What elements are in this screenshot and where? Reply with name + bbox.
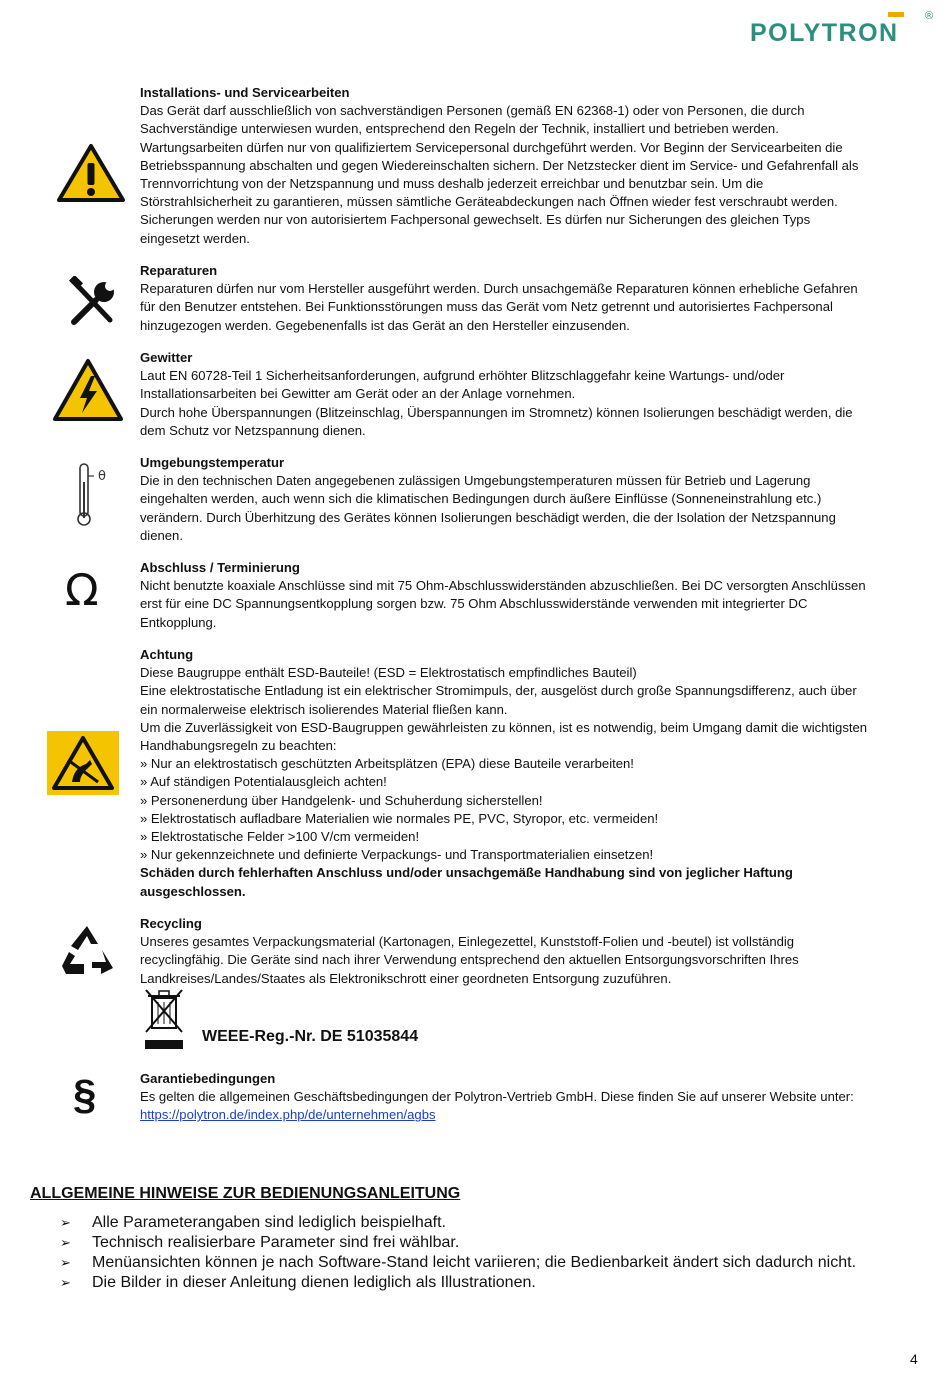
text-line: Es gelten die allgemeinen Geschäftsbedingungen der Polytron-Vertrieb GmbH. Diese finden Sie auf unserer Website unter:: [140, 1089, 854, 1105]
text-line: Störstrahlsicherheit zu garantieren, müssen sämtliche Geräteabdeckungen nach Öffnen wieder fest verschraubt werden.: [140, 194, 838, 210]
registered-mark: ®: [925, 10, 934, 22]
text-line: Trennvorrichtung von der Netzspannung und muss deshalb jederzeit erreichbar und benutzbar sein. Um die: [140, 176, 764, 192]
text-line: » Nur gekennzeichnete und definierte Verpackungs- und Transportmaterialien einsetzen!: [140, 847, 654, 863]
text-line: » Personenerdung über Handgelenk- und Schuherdung sicherstellen!: [140, 792, 543, 808]
section-thunderstorm: [140, 349, 915, 440]
section-installation: [140, 84, 915, 248]
section-title: Achtung: [140, 647, 194, 662]
text-line: Handhabungsregeln zu beachten:: [140, 738, 337, 754]
text-line: verändern. Durch Überhitzung des Gerätes können Isolierungen beschädigt werden, die der Isolation der Netzspannung: [140, 509, 836, 525]
list-item-text: Die Bilder in dieser Anleitung dienen lediglich als Illustrationen.: [92, 1274, 536, 1291]
text-line: eingehalten werden, auch wenn sich die klimatischen Bedingungen durch äußere Einflüsse (Sonneneinstrahlung etc.): [140, 491, 822, 507]
text-line: Das Gerät darf ausschließlich von sachverständigen Personen (gemäß EN 62368-1) oder von Personen, die durch: [140, 103, 805, 119]
text-line: erst für eine DC Spannungsentkopplung sorgen bzw. 75 Ohm Abschlusswiderstände verwenden mit integrierter DC: [140, 596, 808, 612]
esd-icon: [46, 730, 120, 796]
text-line: Landkreises/Landes/Staates als Elektronikschrott einer geordneten Entsorgung zuzuführen.: [140, 970, 672, 986]
high-voltage-icon: [52, 358, 124, 422]
logo-accent: [888, 12, 904, 17]
liability-notice: ausgeschlossen.: [140, 883, 246, 899]
list-item-text: Menüansichten können je nach Software-Stand leicht variieren; die Bedienbarkeit ändert sich dadurch nicht.: [92, 1254, 857, 1271]
text-line: Die in den technischen Daten angegebenen zulässigen Umgebungstemperaturen müssen für Betrieb und Lagerung: [140, 473, 811, 489]
list-item: [60, 1213, 856, 1233]
section-esd: [140, 646, 915, 901]
section-title: Installations- und Servicearbeiten: [140, 85, 350, 100]
section-repairs: [140, 262, 915, 335]
arrow-bullet-icon: ➢: [60, 1235, 71, 1250]
recycling-icon: [56, 922, 118, 980]
text-line: eingesetzt werden.: [140, 230, 250, 246]
weee-registration: WEEE-Reg.-Nr. DE 51035844: [202, 1028, 419, 1045]
text-line: Reparaturen dürfen nur vom Hersteller ausgeführt werden. Durch unsachgemäße Reparaturen können erhebliche Gefahren: [140, 281, 858, 297]
text-line: dem Schutz vor Netzspannung dienen.: [140, 422, 366, 438]
tools-icon: [66, 276, 120, 330]
paragraph-icon: §: [73, 1071, 97, 1118]
list-item-text: Technisch realisierbare Parameter sind frei wählbar.: [92, 1234, 460, 1251]
text-line: Wartungsarbeiten dürfen nur von qualifiziertem Servicepersonal durchgeführt werden. Vor Beginn der Servicearbeiten die: [140, 139, 843, 155]
brand-name: POLYTRON: [750, 19, 899, 47]
agb-link[interactable]: https://polytron.de/index.php/de/unternehmen/agbs: [140, 1107, 436, 1123]
section-termination: [140, 559, 915, 632]
text-line: Sicherungen werden nur von autorisiertem Fachpersonal gewechselt. Es dürfen nur Sicherungen des gleichen Typs: [140, 212, 811, 228]
section-title: Reparaturen: [140, 263, 218, 278]
text-line: Laut EN 60728-Teil 1 Sicherheitsanforderungen, aufgrund erhöhter Blitzschlaggefahr keine Wartungs- und/oder: [140, 368, 785, 384]
text-line: » Elektrostatisch aufladbare Materialien wie normales PE, PVC, Styropor, etc. vermeiden!: [140, 810, 659, 826]
text-line: Installationsarbeiten bei Gewitter am Gerät oder an der Anlage vornehmen.: [140, 386, 576, 402]
text-line: recyclingfähig. Die Geräte sind nach ihrer Verwendung entsprechend den aktuellen Entsorgungsvorschriften Ihres: [140, 952, 799, 968]
text-line: Entkopplung.: [140, 614, 217, 630]
text-line: Um die Zuverlässigkeit von ESD-Baugruppen gewährleisten zu können, ist es notwendig, beim Umgang damit die wichtigsten: [140, 719, 868, 735]
text-line: für den Benutzer entstehen. Bei Funktionsstörungen muss das Gerät vom Netz getrennt und autorisiertes Fachpersonal: [140, 299, 833, 315]
omega-icon: Ω: [65, 565, 99, 616]
text-line: Durch hohe Überspannungen (Blitzeinschlag, Überspannungen im Stromnetz) können Isolierungen beschädigt werden, die: [140, 404, 853, 420]
list-item: [60, 1253, 856, 1273]
polytron-logo: [750, 10, 940, 54]
text-line: Sachverständige unterwiesen wurden, entsprechend den Regeln der Technik, installiert und betrieben werden.: [140, 121, 779, 137]
section-title: Recycling: [140, 916, 202, 931]
arrow-bullet-icon: ➢: [60, 1255, 71, 1270]
section-temperature: [140, 454, 915, 545]
warning-icon: [56, 143, 126, 203]
weee-bin-icon: [142, 986, 186, 1052]
text-line: » Elektrostatische Felder >100 V/cm vermeiden!: [140, 829, 420, 845]
text-line: Betriebsspannung abschalten und gegen Wiedereinschalten sichern. Der Netzstecker dient im Service- und Gefahrenfall als: [140, 157, 859, 173]
svg-text:θ: θ: [98, 469, 106, 484]
liability-notice: Schäden durch fehlerhaften Anschluss und/oder unsachgemäße Handhabung sind von jeglicher Haftung: [140, 865, 793, 881]
general-notes-heading: ALLGEMEINE HINWEISE ZUR BEDIENUNGSANLEITUNG: [30, 1185, 461, 1202]
section-title: Abschluss / Terminierung: [140, 560, 300, 575]
text-line: Unseres gesamtes Verpackungsmaterial (Kartonagen, Einlegezettel, Kunststoff-Folien und -beutel) ist vollständig: [140, 934, 795, 950]
section-warranty: [140, 1070, 915, 1125]
text-line: dienen.: [140, 527, 183, 543]
list-item: [60, 1273, 856, 1293]
text-line: ein normalerweise elektrisch isolierendes Material fließen kann.: [140, 701, 508, 717]
text-line: Eine elektrostatische Entladung ist ein elektrischer Stromimpuls, der, ausgelöst durch große Spannungsdifferenz, auch über: [140, 683, 857, 699]
list-item-text: Alle Parameterangaben sind lediglich beispielhaft.: [92, 1214, 446, 1231]
arrow-bullet-icon: ➢: [60, 1215, 71, 1230]
list-item: [60, 1233, 856, 1253]
section-recycling: [140, 915, 915, 988]
page-number: 4: [910, 1351, 918, 1367]
general-notes-list: [60, 1213, 856, 1293]
text-line: Nicht benutzte koaxiale Anschlüsse sind mit 75 Ohm-Abschlusswiderständen abzuschließen. Bei DC versorgten Anschlüssen: [140, 578, 866, 594]
arrow-bullet-icon: ➢: [60, 1275, 71, 1290]
text-line: » Auf ständigen Potentialausgleich achten!: [140, 774, 387, 790]
section-title: Gewitter: [140, 350, 193, 365]
section-title: Garantiebedingungen: [140, 1071, 276, 1086]
text-line: Diese Baugruppe enthält ESD-Bauteile! (ESD = Elektrostatisch empfindliches Bauteil): [140, 665, 637, 681]
thermometer-icon: [76, 462, 116, 528]
section-title: Umgebungstemperatur: [140, 455, 285, 470]
text-line: hinzugezogen werden. Gegebenenfalls ist das Gerät an den Hersteller einzusenden.: [140, 317, 630, 333]
text-line: » Nur an elektrostatisch geschützten Arbeitsplätzen (EPA) diese Bauteile verarbeiten!: [140, 756, 634, 772]
